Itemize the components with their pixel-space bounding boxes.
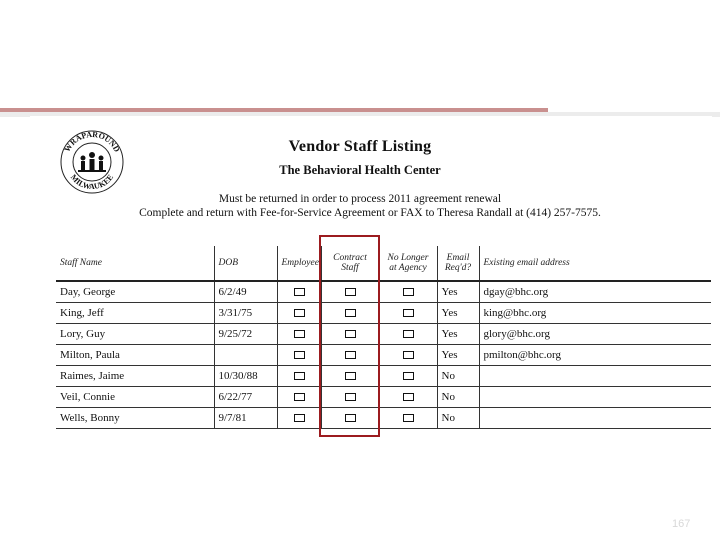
table-header-row bbox=[56, 246, 711, 281]
employee-checkbox-cell bbox=[277, 366, 321, 387]
email-required-cell: Yes bbox=[437, 281, 479, 303]
email-required-cell: No bbox=[437, 408, 479, 429]
existing-email-cell: dgay@bhc.org bbox=[479, 281, 711, 303]
no-longer-checkbox-cell bbox=[379, 408, 437, 429]
email-required-cell: Yes bbox=[437, 345, 479, 366]
checkbox[interactable] bbox=[294, 351, 305, 359]
staff-name-cell: Raimes, Jaime bbox=[56, 366, 214, 387]
wraparound-milwaukee-logo bbox=[58, 128, 126, 196]
checkbox[interactable] bbox=[403, 330, 414, 338]
existing-email-cell bbox=[479, 408, 711, 429]
table-row bbox=[56, 303, 711, 324]
page-number: 167 bbox=[672, 518, 691, 530]
dob-cell: 10/30/88 bbox=[214, 366, 277, 387]
employee-checkbox-cell bbox=[277, 345, 321, 366]
checkbox[interactable] bbox=[294, 330, 305, 338]
dob-cell bbox=[214, 345, 277, 366]
existing-email-cell: pmilton@bhc.org bbox=[479, 345, 711, 366]
svg-text:WRAPAROUND: WRAPAROUND bbox=[62, 129, 122, 154]
checkbox[interactable] bbox=[294, 309, 305, 317]
employee-checkbox-cell bbox=[277, 281, 321, 303]
staff-name-cell: Lory, Guy bbox=[56, 324, 214, 345]
employee-checkbox-cell bbox=[277, 408, 321, 429]
email-required-cell: No bbox=[437, 366, 479, 387]
checkbox[interactable] bbox=[403, 393, 414, 401]
no-longer-checkbox-cell bbox=[379, 324, 437, 345]
dob-cell: 9/25/72 bbox=[214, 324, 277, 345]
header-employee: Employee bbox=[277, 246, 321, 281]
table-row bbox=[56, 408, 711, 429]
no-longer-checkbox-cell bbox=[379, 387, 437, 408]
checkbox[interactable] bbox=[403, 372, 414, 380]
staff-name-cell: King, Jeff bbox=[56, 303, 214, 324]
checkbox[interactable] bbox=[294, 372, 305, 380]
employee-checkbox-cell bbox=[277, 324, 321, 345]
header-no-longer-at-agency: No Longer at Agency bbox=[379, 246, 437, 281]
staff-table bbox=[56, 246, 711, 429]
employee-checkbox-cell bbox=[277, 387, 321, 408]
email-required-cell: No bbox=[437, 387, 479, 408]
no-longer-checkbox-cell bbox=[379, 366, 437, 387]
dob-cell: 6/22/77 bbox=[214, 387, 277, 408]
no-longer-checkbox-cell bbox=[379, 303, 437, 324]
dob-cell: 6/2/49 bbox=[214, 281, 277, 303]
contract-staff-highlight-box bbox=[319, 235, 380, 437]
table-row bbox=[56, 387, 711, 408]
table-row bbox=[56, 324, 711, 345]
existing-email-cell: king@bhc.org bbox=[479, 303, 711, 324]
employee-checkbox-cell bbox=[277, 303, 321, 324]
header-staff-name: Staff Name bbox=[56, 246, 214, 281]
table-row bbox=[56, 366, 711, 387]
checkbox[interactable] bbox=[403, 351, 414, 359]
staff-name-cell: Milton, Paula bbox=[56, 345, 214, 366]
header-contract-staff: Contract Staff bbox=[321, 246, 379, 281]
table-row bbox=[56, 281, 711, 303]
checkbox[interactable] bbox=[403, 414, 414, 422]
instruction-line-1: Must be returned in order to process 2011 agreement renewal bbox=[218, 193, 502, 205]
dob-cell: 3/31/75 bbox=[214, 303, 277, 324]
no-longer-checkbox-cell bbox=[379, 281, 437, 303]
table-row bbox=[56, 345, 711, 366]
existing-email-cell bbox=[479, 387, 711, 408]
existing-email-cell bbox=[479, 366, 711, 387]
document-subtitle: The Behavioral Health Center bbox=[279, 163, 441, 177]
checkbox[interactable] bbox=[294, 288, 305, 296]
dob-cell: 9/7/81 bbox=[214, 408, 277, 429]
staff-name-cell: Veil, Connie bbox=[56, 387, 214, 408]
email-required-cell: Yes bbox=[437, 324, 479, 345]
email-required-cell: Yes bbox=[437, 303, 479, 324]
svg-text:MILWAUKEE: MILWAUKEE bbox=[68, 172, 116, 192]
checkbox[interactable] bbox=[403, 309, 414, 317]
checkbox[interactable] bbox=[403, 288, 414, 296]
header-existing-email: Existing email address bbox=[479, 246, 711, 281]
instruction-line-2: Complete and return with Fee-for-Service Agreement or FAX to Theresa Randall at (414) 257-7575. bbox=[139, 207, 601, 219]
checkbox[interactable] bbox=[294, 393, 305, 401]
header-dob: DOB bbox=[214, 246, 277, 281]
staff-name-cell: Wells, Bonny bbox=[56, 408, 214, 429]
checkbox[interactable] bbox=[294, 414, 305, 422]
staff-name-cell: Day, George bbox=[56, 281, 214, 303]
existing-email-cell: glory@bhc.org bbox=[479, 324, 711, 345]
document-title: Vendor Staff Listing bbox=[288, 138, 432, 155]
header-email-required: Email Req'd? bbox=[437, 246, 479, 281]
no-longer-checkbox-cell bbox=[379, 345, 437, 366]
